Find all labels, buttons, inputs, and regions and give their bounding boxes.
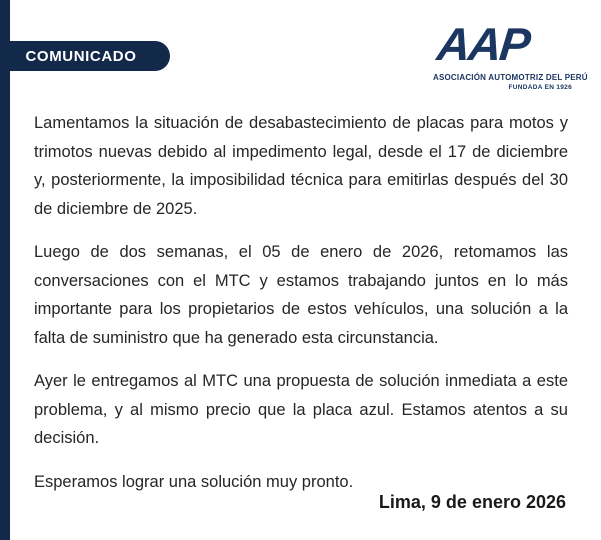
- body-paragraph-2: Luego de dos semanas, el 05 de enero de 2026, retomamos las conversaciones con el MTC y estamos trabajando juntos en lo más importante para los propietarios de estos vehículos, una solución a la falta de suministro que ha generado esta circunstancia.: [34, 243, 568, 347]
- aap-logo-acronym: AAP: [434, 18, 532, 70]
- body-paragraph-1: Lamentamos la situación de desabastecimiento de placas para motos y trimotos nuevas debido al impedimento legal, desde el 17 de diciembre y, posteriormente, la imposibilidad técnica para emitirlas después del 30 de diciembre de 2025.: [34, 114, 568, 218]
- left-accent-bar: [0, 0, 10, 540]
- body-paragraph-4: Esperamos lograr una solución muy pronto.: [34, 472, 354, 491]
- aap-logo: [433, 18, 588, 91]
- body-paragraph-3: Ayer le entregamos al MTC una propuesta de solución inmediata a este problema, y al mismo precio que la placa azul. Estamos atentos a su decisión.: [34, 372, 568, 447]
- aap-logo-founded: FUNDADA EN 1926: [508, 84, 572, 91]
- dateline: Lima, 9 de enero 2026: [378, 492, 566, 512]
- comunicado-badge-label: COMUNICADO: [25, 47, 137, 65]
- communique-body: [34, 109, 568, 511]
- comunicado-badge: [0, 41, 170, 71]
- aap-logo-org-name: ASOCIACIÓN AUTOMOTRIZ DEL PERÚ: [433, 73, 588, 82]
